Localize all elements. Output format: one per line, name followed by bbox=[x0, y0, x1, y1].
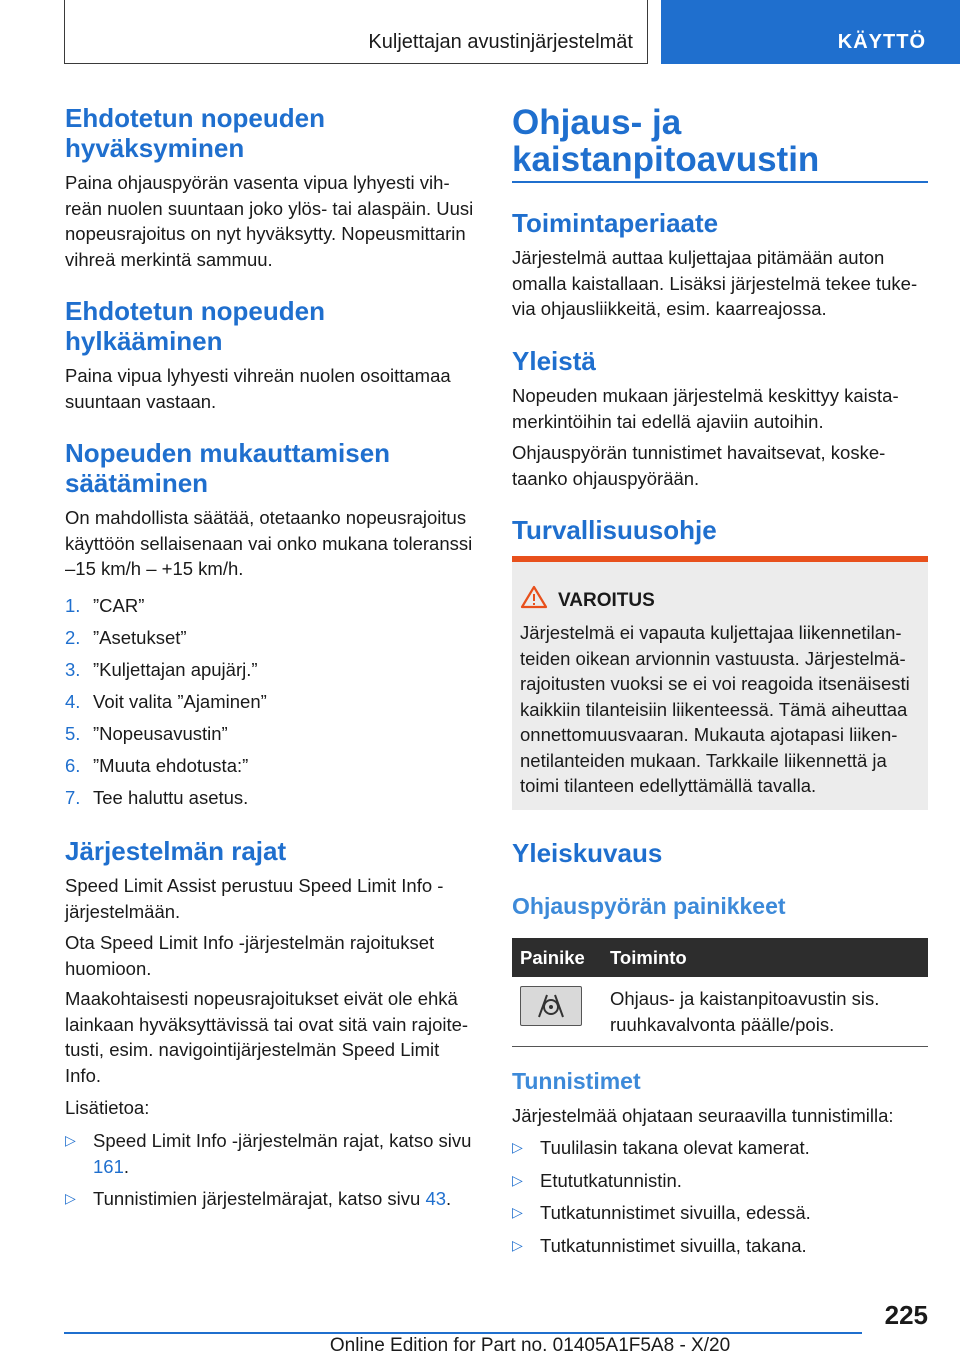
list-item: ▷ Tuulilasin takana olevat kamerat. bbox=[512, 1135, 928, 1161]
sensors-list bbox=[512, 1135, 928, 1265]
footer-edition-text: Online Edition for Part no. 01405A1F5A8 - X/20 bbox=[329, 1335, 731, 1356]
footer-rule bbox=[64, 1332, 862, 1334]
buttons-table bbox=[512, 938, 928, 1047]
limits-p3: Maakohtaisesti nopeusrajoitukset eivät ole ehkä lainkaan hyväksyttävissä tai ovat sitä vain rajoitetusti, esim. navigointijärjestelmän Speed Limit Info. bbox=[65, 988, 469, 1086]
header-box bbox=[64, 0, 648, 64]
lane-assist-button-icon bbox=[520, 986, 582, 1026]
section-title-general: Yleistä bbox=[512, 346, 596, 376]
general-p1: Nopeuden mukaan järjestelmä keskittyy kaistamerkintöihin tai edellä ajaviin autoihin. bbox=[512, 385, 899, 432]
chapter-title-rule bbox=[512, 181, 928, 183]
section-title-reject: Ehdotetun nopeuden hylkääminen bbox=[65, 296, 325, 356]
general-p2: Ohjauspyörän tunnistimet havaitsevat, kosketaanko ohjauspyörään. bbox=[512, 442, 886, 489]
section-title-accept: Ehdotetun nopeuden hyväksyminen bbox=[65, 103, 325, 163]
list-item: ▷ Tutkatunnistimet sivuilla, takana. bbox=[512, 1233, 928, 1259]
warning-label: VAROITUS bbox=[558, 590, 655, 611]
triangle-bullet-icon: ▷ bbox=[65, 1132, 76, 1148]
triangle-bullet-icon: ▷ bbox=[512, 1204, 523, 1220]
table-header-button: Painike bbox=[512, 938, 602, 977]
list-item: ▷ Etututkatunnistin. bbox=[512, 1168, 928, 1194]
table-header-function: Toiminto bbox=[602, 938, 928, 977]
list-item: 7. Tee haluttu asetus. bbox=[65, 787, 249, 808]
warning-text: Järjestelmä ei vapauta kuljettajaa liikennetilanteiden oikean arvionnin vastuusta. Järjestelmärajoitusten vuoksi se ei voi reagoida itsenäisesti kaikkiin tilanteisiin liikenteessä. Tämä aiheuttaa onnettomuusvaaran. Mukauta ajotapasi liikennetilanteiden mukaan. Tarkkaile liikennettä ja toimi tilanteen edellyttämällä tavalla. bbox=[520, 622, 910, 796]
table-cell-function: Ohjaus- ja kaistanpitoavustin sis. ruuhkavalvonta päälle/pois. bbox=[602, 977, 928, 1047]
section-text-adjust: On mahdollista säätää, otetaanko nopeusrajoitus käyttöön sellaisenaan vai onko mukana toleranssi –15 km/h – +15 km/h. bbox=[65, 507, 473, 579]
section-text-reject: Paina vipua lyhyesti vihreän nuolen osoittamaa suuntaan vastaan. bbox=[65, 365, 451, 412]
section-text-accept: Paina ohjauspyörän vasenta vipua lyhyesti vihreän nuolen suuntaan joko ylös- tai alaspäin. Uusi nopeusrajoitus on nyt hyväksytty. Nopeusmittarin vihreä merkintä sammuu. bbox=[65, 172, 474, 270]
list-item: 5. ”Nopeusavustin” bbox=[65, 723, 228, 744]
limits-p1: Speed Limit Assist perustuu Speed Limit Info -järjestelmään. bbox=[65, 875, 444, 922]
list-item: ▷ Tunnistimien järjestelmärajat, katso sivu 43. bbox=[65, 1186, 480, 1212]
list-item: 2. ”Asetukset” bbox=[65, 627, 187, 648]
limits-p4: Lisätietoa: bbox=[65, 1097, 150, 1118]
section-title-adjust: Nopeuden mukauttamisen säätäminen bbox=[65, 438, 391, 498]
table-cell-icon bbox=[512, 977, 602, 1047]
header-tab-label: KÄYTTÖ bbox=[837, 31, 926, 53]
subsection-title-sensors: Tunnistimet bbox=[512, 1068, 641, 1094]
section-title-overview: Yleiskuvaus bbox=[512, 838, 663, 868]
more-info-list bbox=[65, 1128, 480, 1219]
list-item: 1. ”CAR” bbox=[65, 595, 145, 616]
limits-p2: Ota Speed Limit Info -järjestelmän rajoitukset huomioon. bbox=[65, 932, 435, 979]
triangle-bullet-icon: ▷ bbox=[512, 1236, 523, 1253]
triangle-bullet-icon: ▷ bbox=[512, 1171, 523, 1188]
list-item: ▷ Tutkatunnistimet sivuilla, edessä. bbox=[512, 1200, 928, 1226]
page-number: 225 bbox=[884, 1300, 928, 1330]
table-header-row bbox=[512, 938, 928, 977]
chapter-title: Ohjaus- ja kaistanpitoavustin bbox=[512, 103, 820, 179]
table-row bbox=[512, 977, 928, 1047]
page-link-161[interactable]: 161 bbox=[93, 1155, 124, 1177]
triangle-bullet-icon: ▷ bbox=[65, 1190, 76, 1206]
warning-box bbox=[512, 556, 928, 810]
section-title-safety: Turvallisuusohje bbox=[512, 515, 717, 545]
triangle-bullet-icon: ▷ bbox=[512, 1139, 523, 1155]
list-item: 6. ”Muuta ehdotusta:” bbox=[65, 755, 249, 776]
list-item: 4. Voit valita ”Ajaminen” bbox=[65, 691, 267, 712]
header-title: Kuljettajan avustinjärjestelmät bbox=[368, 31, 633, 53]
list-item: 3. ”Kuljettajan apujärj.” bbox=[65, 659, 258, 680]
section-title-principle: Toimintaperiaate bbox=[512, 208, 719, 238]
section-title-limits: Järjestelmän rajat bbox=[65, 836, 287, 866]
subsection-title-buttons: Ohjauspyörän painikkeet bbox=[512, 893, 786, 919]
steps-list bbox=[65, 590, 480, 814]
sensors-intro: Järjestelmää ohjataan seuraavilla tunnistimilla: bbox=[512, 1105, 894, 1126]
page-link-43[interactable]: 43 bbox=[425, 1188, 447, 1209]
list-item: ▷ Speed Limit Info -järjestelmän rajat, katso sivu 161. bbox=[65, 1130, 472, 1177]
warning-triangle-icon bbox=[520, 585, 548, 609]
section-text-principle: Järjestelmä auttaa kuljettajaa pitämään auton omalla kaistallaan. Lisäksi järjestelmä tekee tukevia ohjausliikkeitä, esim. kaarreajossa. bbox=[512, 247, 918, 319]
header-tab[interactable] bbox=[661, 0, 960, 64]
